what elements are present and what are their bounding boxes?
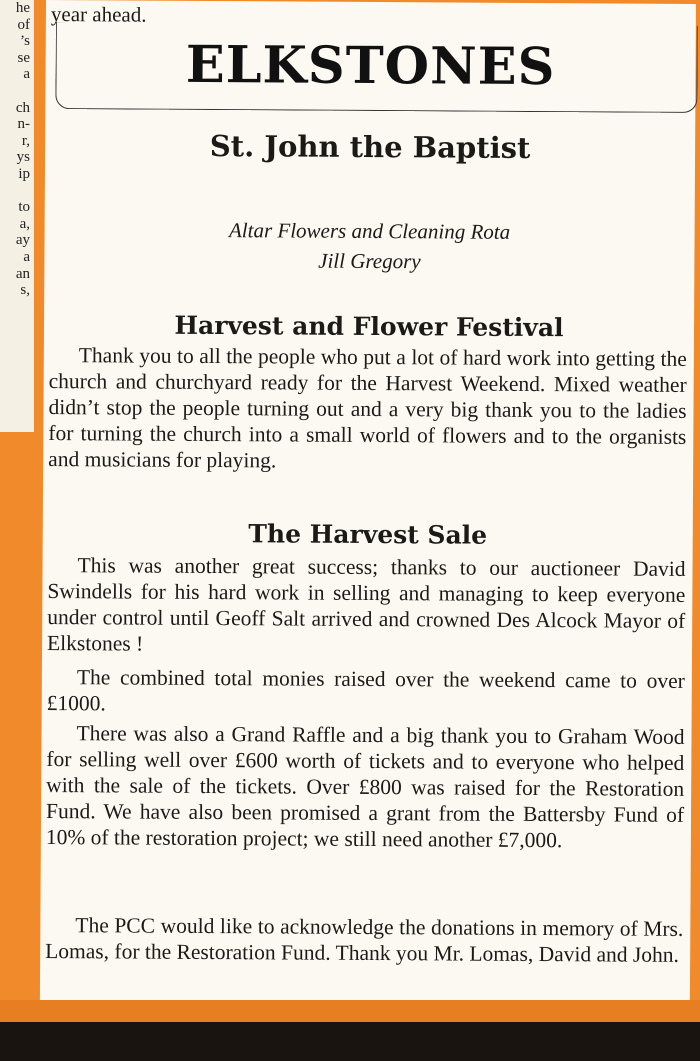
fragment: a xyxy=(23,66,30,83)
pcc-text: The PCC would like to acknowledge the donations in memory of Mrs. Lomas, for the Restoration Fund. Thank you Mr. Lomas, David and John. xyxy=(45,913,684,967)
newsletter-page xyxy=(40,0,696,1004)
fragment: ’s xyxy=(19,33,30,50)
carryover-text: year ahead. xyxy=(50,2,147,27)
sale-text-2: The combined total monies raised over the weekend came to over £1000. xyxy=(46,665,685,716)
page-title: ELKSTONES xyxy=(185,34,556,98)
fragment: s, xyxy=(20,282,30,299)
previous-column-strip xyxy=(0,0,34,432)
rota-name: Jill Gregory xyxy=(318,248,421,274)
sale-heading: The Harvest Sale xyxy=(248,519,488,550)
fragment: n- xyxy=(17,116,30,133)
fragment: of xyxy=(17,16,30,33)
sale-text-1: This was another great success; thanks to our auctioneer David Swindells for his hard work in selling and managing to keep everyone under control until Geoff Salt arrived and crowned Des Alcock Mayor of Elkstones ! xyxy=(46,553,686,656)
pcc-paragraph xyxy=(45,912,683,968)
sale-text-3: There was also a Grand Raffle and a big thank you to Graham Wood for selling well over £600 worth of tickets and to everyone who helped with the sale of the tickets. Over £800 was raised for the Restoration Fund. We have also been promised a grant from the Battersby Fund of 10% of the restoration project; we still need another £7,000. xyxy=(45,721,685,853)
fragment: an xyxy=(15,265,30,282)
festival-heading: Harvest and Flower Festival xyxy=(174,310,564,343)
rota-title: Altar Flowers and Cleaning Rota xyxy=(228,218,511,244)
fragment xyxy=(0,183,34,200)
fragment: ay xyxy=(15,232,30,249)
fragment: se xyxy=(17,49,30,66)
board-bottom-edge xyxy=(0,1000,700,1022)
church-name: St. John the Baptist xyxy=(209,129,531,165)
fragment: a, xyxy=(19,215,30,232)
fragment: ch xyxy=(15,99,30,116)
fragment xyxy=(0,83,34,100)
fragment: ip xyxy=(18,165,30,182)
fragment: ys xyxy=(16,149,30,166)
fragment: a xyxy=(23,248,30,265)
sale-paragraph-3 xyxy=(46,720,685,854)
fragment: to xyxy=(18,199,30,216)
festival-text: Thank you to all the people who put a lot of hard work into getting the church and churchyard ready for the Harvest Weekend. Mixed weather didn’t stop the people turning out and a very big thank you to the ladies for turning the church into a small world of flowers and to the organists and musicians for playing. xyxy=(48,343,687,473)
fragment: he xyxy=(15,0,30,16)
sale-paragraph-1 xyxy=(47,552,686,660)
festival-paragraph xyxy=(48,342,687,476)
fragment: r, xyxy=(21,132,30,149)
sale-paragraph-2 xyxy=(47,664,685,720)
